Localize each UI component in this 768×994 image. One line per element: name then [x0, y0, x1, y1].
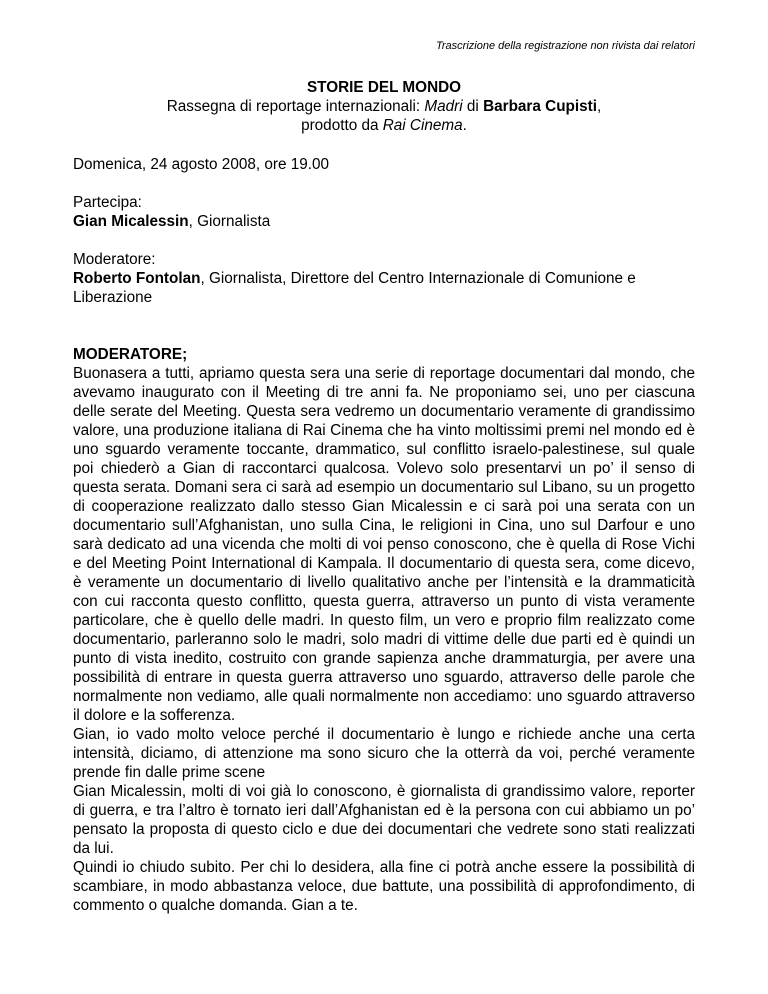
producer-prefix: prodotto da: [301, 117, 383, 134]
participant-line: [73, 212, 695, 231]
event-date: Domenica, 24 agosto 2008, ore 19.00: [73, 156, 329, 173]
transcript-paragraph: Gian Micalessin, molti di voi già lo conoscono, è giornalista di grandissimo valore, reporter di guerra, e tra l’altro è tornato ieri dall’Afghanistan ed è la persona con cui abbiamo un po’ pensato la proposta di questo ciclo e due dei documentari che vedrete sono stati realizzati da lui.: [73, 783, 695, 857]
section-spacer: [73, 326, 695, 345]
transcript-paragraph: Buonasera a tutti, apriamo questa sera una serie di reportage documentari dal mondo, che avevamo inaugurato con il Meeting di tre anni fa. Ne proponiamo sei, uno per ciascuna delle serate del Meeting. Questa sera vedremo un documentario veramente di grandissimo valore, una produzione italiana di Rai Cinema che ha vinto moltissimi premi nel mondo ed è uno sguardo veramente toccante, drammatico, sul conflitto israelo-palestinese, sul quale poi chiederò a Gian di raccontarci qualcosa. Volevo solo presentarvi un po’ il senso di questa serata. Domani sera ci sarà ad esempio un documentario sul Libano, su un progetto di cooperazione realizzato dallo stesso Gian Micalessin e ci sarà poi una serata con un documentario sull’Afghanistan, uno sulla Cina, le religioni in Cina, uno sul Darfour e uno sarà dedicato ad una vicenda che molti di voi penso conoscono, che è quella di Rose Vichi e del Meeting Point International di Kampala. Il documentario di questa sera, come dicevo, è veramente un documentario di livello qualitativo anche per l’intensità e la drammaticità con cui racconta questo conflitto, questa guerra, attraverso un punto di vista veramente particolare, che è quello delle madri. In questo film, un vero e proprio film realizzato come documentario, parleranno solo le madri, solo madri di vittime delle due parti ed è quindi un punto di vista inedito, costruito con grande sapienza anche drammaturgia, per avere una possibilità di entrare in questa guerra attraverso uno sguardo, attraverso delle parole che normalmente non vediamo, alle quali normalmente non accediamo: uno sguardo attraverso il dolore e la sofferenza.: [73, 365, 695, 724]
transcript-paragraph: Gian, io vado molto veloce perché il documentario è lungo e richiede anche una certa intensità, diciamo, di attenzione ma sono sicuro che la otterrà da voi, perché veramente prende fin dalle prime scene: [73, 726, 695, 781]
moderator-name: Roberto Fontolan: [73, 270, 201, 287]
document-body: [73, 78, 695, 915]
moderator-block: [73, 250, 695, 307]
document-title: STORIE DEL MONDO: [306, 79, 462, 96]
director-name: Barbara Cupisti: [483, 98, 597, 115]
participant-name: Gian Micalessin: [73, 213, 189, 230]
title-block: [73, 78, 695, 135]
transcript-paragraph: Quindi io chiudo subito. Per chi lo desidera, alla fine ci potrà anche essere la possibilità di scambiare, in modo abbastanza veloce, due battute, una possibilità di approfondimento, di commento o qualche domanda. Gian a te.: [73, 859, 695, 914]
participants-block: [73, 193, 695, 231]
participant-role: , Giornalista: [188, 213, 271, 230]
subtitle-end: ,: [596, 98, 602, 115]
running-header: Trascrizione della registrazione non rivista dai relatori: [435, 40, 695, 52]
subtitle-prefix: Rassegna di reportage internazionali:: [166, 98, 425, 115]
subtitle-line: [73, 97, 695, 116]
moderator-line: [73, 269, 695, 307]
participants-label: Partecipa:: [73, 194, 142, 211]
film-title: Madri: [424, 98, 463, 115]
moderator-label: Moderatore:: [73, 251, 156, 268]
subtitle-mid: di: [462, 98, 484, 115]
producer-name: Rai Cinema: [382, 117, 463, 134]
producer-end: .: [462, 117, 467, 134]
moderator-role: , Giornalista, Direttore del Centro Internazionale di Comunione e Liberazione: [73, 270, 636, 306]
producer-line: [73, 116, 695, 135]
speaker-label: MODERATORE;: [73, 346, 188, 363]
